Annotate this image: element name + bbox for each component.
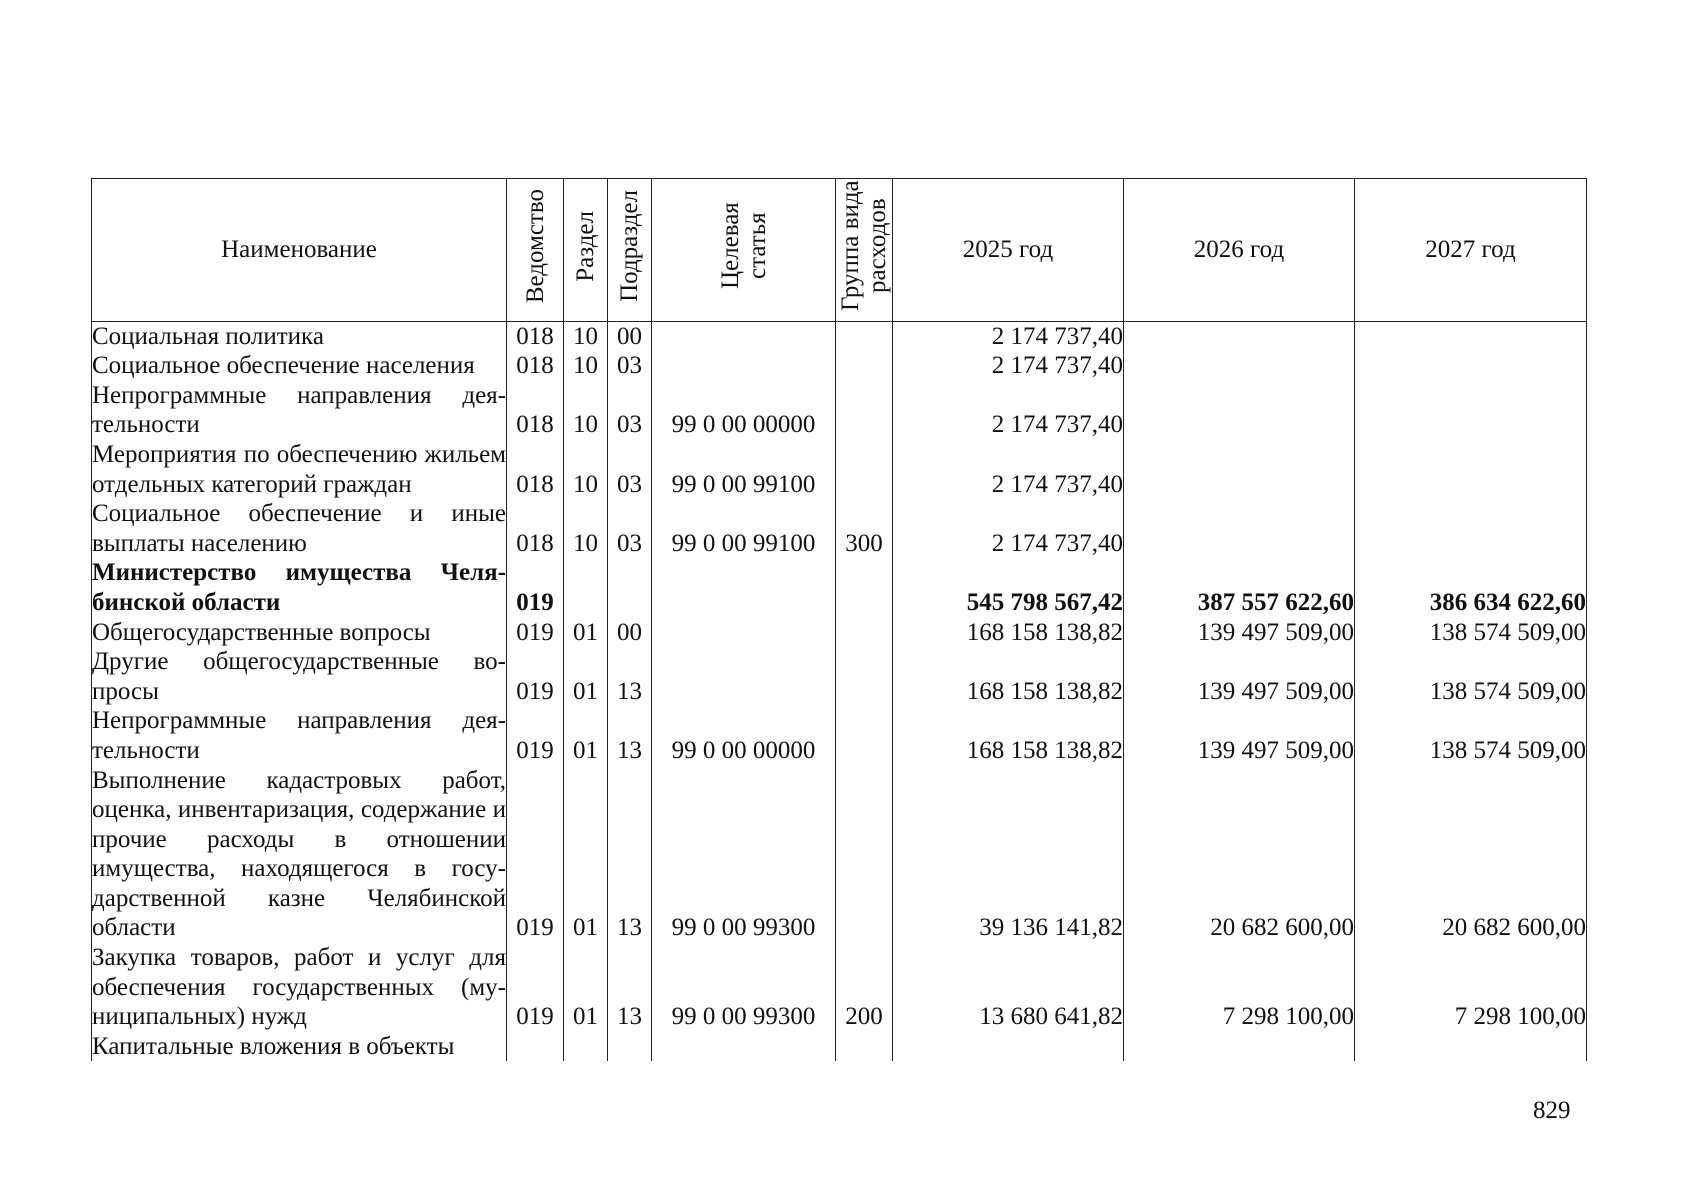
row-celevaya-statya — [652, 558, 836, 617]
table-row — [92, 558, 1587, 617]
row-amount-2025: 545 798 567,42 — [893, 558, 1124, 617]
row-amount-2025: 2 174 737,40 — [893, 351, 1124, 381]
row-amount-2025: 13 680 641,82 — [893, 943, 1124, 1032]
row-celevaya-statya: 99 0 00 99100 — [652, 440, 836, 499]
row-name: Социальное обеспечение населения — [92, 351, 507, 381]
row-vedomstvo — [507, 1032, 564, 1062]
table-row — [92, 440, 1587, 499]
table-row — [92, 647, 1587, 706]
row-gruppa-vida-rashodov: 300 — [836, 499, 893, 558]
row-podrazdel: 13 — [608, 766, 652, 944]
row-celevaya-statya: 99 0 00 99300 — [652, 766, 836, 944]
header-razdel: Раздел — [564, 179, 608, 322]
table-row — [92, 351, 1587, 381]
row-amount-2026 — [1124, 1032, 1355, 1062]
row-amount-2025: 2 174 737,40 — [893, 499, 1124, 558]
row-amount-2026: 7 298 100,00 — [1124, 943, 1355, 1032]
row-gruppa-vida-rashodov: 200 — [836, 943, 893, 1032]
row-gruppa-vida-rashodov — [836, 1032, 893, 1062]
row-podrazdel: 13 — [608, 943, 652, 1032]
row-amount-2027 — [1355, 381, 1587, 440]
page-number: 829 — [1533, 1097, 1571, 1124]
row-razdel — [564, 1032, 608, 1062]
row-amount-2026 — [1124, 321, 1355, 351]
row-gruppa-vida-rashodov — [836, 706, 893, 765]
row-razdel: 10 — [564, 499, 608, 558]
row-razdel: 01 — [564, 647, 608, 706]
row-podrazdel — [608, 558, 652, 617]
row-amount-2027: 7 298 100,00 — [1355, 943, 1587, 1032]
row-celevaya-statya: 99 0 00 00000 — [652, 381, 836, 440]
row-amount-2025 — [893, 1032, 1124, 1062]
table-row — [92, 766, 1587, 944]
row-razdel: 01 — [564, 618, 608, 648]
row-vedomstvo: 018 — [507, 499, 564, 558]
row-gruppa-vida-rashodov — [836, 647, 893, 706]
row-vedomstvo: 019 — [507, 706, 564, 765]
row-amount-2025: 2 174 737,40 — [893, 321, 1124, 351]
row-razdel: 01 — [564, 766, 608, 944]
table-row — [92, 381, 1587, 440]
row-vedomstvo: 019 — [507, 766, 564, 944]
row-amount-2025: 168 158 138,82 — [893, 618, 1124, 648]
header-year-2027: 2027 год — [1355, 179, 1587, 322]
row-gruppa-vida-rashodov — [836, 351, 893, 381]
row-amount-2026: 387 557 622,60 — [1124, 558, 1355, 617]
row-gruppa-vida-rashodov — [836, 618, 893, 648]
row-amount-2025: 2 174 737,40 — [893, 440, 1124, 499]
row-podrazdel: 13 — [608, 706, 652, 765]
row-razdel: 10 — [564, 381, 608, 440]
table-row — [92, 321, 1587, 351]
row-name: Капитальные вложения в объекты — [92, 1032, 507, 1062]
row-amount-2026 — [1124, 499, 1355, 558]
table-header-row — [92, 179, 1587, 322]
row-amount-2025: 168 158 138,82 — [893, 706, 1124, 765]
row-amount-2027 — [1355, 321, 1587, 351]
row-amount-2027 — [1355, 351, 1587, 381]
row-podrazdel: 03 — [608, 499, 652, 558]
row-amount-2027: 138 574 509,00 — [1355, 647, 1587, 706]
row-amount-2026 — [1124, 381, 1355, 440]
table-row — [92, 499, 1587, 558]
row-gruppa-vida-rashodov — [836, 440, 893, 499]
row-celevaya-statya — [652, 618, 836, 648]
row-amount-2027 — [1355, 499, 1587, 558]
row-celevaya-statya — [652, 321, 836, 351]
row-name: Министерство имущества Челябинской области — [92, 559, 506, 616]
row-amount-2026 — [1124, 440, 1355, 499]
row-gruppa-vida-rashodov — [836, 381, 893, 440]
row-razdel: 10 — [564, 351, 608, 381]
header-name: Наименование — [92, 179, 507, 322]
row-celevaya-statya — [652, 647, 836, 706]
row-razdel: 10 — [564, 321, 608, 351]
row-podrazdel: 03 — [608, 440, 652, 499]
header-podrazdel: Подраздел — [608, 179, 652, 322]
table-row — [92, 943, 1587, 1032]
row-razdel: 01 — [564, 943, 608, 1032]
row-name: Социальная политика — [92, 321, 507, 351]
row-celevaya-statya — [652, 351, 836, 381]
row-celevaya-statya: 99 0 00 00000 — [652, 706, 836, 765]
table-row — [92, 618, 1587, 648]
row-podrazdel: 03 — [608, 351, 652, 381]
header-celevaya-statya: Целевая статья — [652, 179, 836, 322]
row-amount-2027: 138 574 509,00 — [1355, 706, 1587, 765]
table-body — [92, 321, 1587, 1061]
row-name: Социальное обеспечение и иные выплаты населению — [92, 500, 506, 557]
row-vedomstvo: 019 — [507, 943, 564, 1032]
row-vedomstvo: 018 — [507, 321, 564, 351]
row-amount-2026: 139 497 509,00 — [1124, 647, 1355, 706]
row-amount-2027: 138 574 509,00 — [1355, 618, 1587, 648]
row-gruppa-vida-rashodov — [836, 766, 893, 944]
header-vedomstvo: Ведомство — [507, 179, 564, 322]
budget-table — [91, 178, 1587, 1061]
row-vedomstvo: 019 — [507, 558, 564, 617]
header-gruppa-vida-rashodov: Группа вида расходов — [836, 179, 893, 322]
row-amount-2025: 39 136 141,82 — [893, 766, 1124, 944]
table-row — [92, 1032, 1587, 1062]
row-vedomstvo: 018 — [507, 351, 564, 381]
row-celevaya-statya — [652, 1032, 836, 1062]
header-year-2026: 2026 год — [1124, 179, 1355, 322]
row-razdel: 10 — [564, 440, 608, 499]
row-vedomstvo: 019 — [507, 618, 564, 648]
row-razdel — [564, 558, 608, 617]
row-name: Непрограммные направления деятельности — [92, 707, 506, 764]
row-amount-2027 — [1355, 440, 1587, 499]
row-amount-2025: 168 158 138,82 — [893, 647, 1124, 706]
row-name: Другие общегосударственные вопросы — [92, 648, 506, 705]
row-name: Закупка товаров, работ и услуг для обеспечения государственных (муниципальных) нужд — [92, 944, 506, 1031]
row-gruppa-vida-rashodov — [836, 321, 893, 351]
row-name: Непрограммные направления деятельности — [92, 381, 506, 439]
row-gruppa-vida-rashodov — [836, 558, 893, 617]
row-celevaya-statya: 99 0 00 99300 — [652, 943, 836, 1032]
row-podrazdel: 13 — [608, 647, 652, 706]
row-amount-2025: 2 174 737,40 — [893, 381, 1124, 440]
row-amount-2026: 20 682 600,00 — [1124, 766, 1355, 944]
header-year-2025: 2025 год — [893, 179, 1124, 322]
row-vedomstvo: 018 — [507, 440, 564, 499]
row-name: Общегосударственные вопросы — [92, 618, 507, 648]
row-celevaya-statya: 99 0 00 99100 — [652, 499, 836, 558]
table-row — [92, 706, 1587, 765]
row-podrazdel — [608, 1032, 652, 1062]
row-amount-2027: 20 682 600,00 — [1355, 766, 1587, 944]
row-amount-2027: 386 634 622,60 — [1355, 558, 1587, 617]
row-amount-2026 — [1124, 351, 1355, 381]
row-vedomstvo: 018 — [507, 381, 564, 440]
row-vedomstvo: 019 — [507, 647, 564, 706]
row-podrazdel: 03 — [608, 381, 652, 440]
row-amount-2027 — [1355, 1032, 1587, 1062]
row-amount-2026: 139 497 509,00 — [1124, 618, 1355, 648]
row-name: Выполнение кадастровых работ, оценка, инвентаризация, содержание и прочие расходы в отношении имущества, находящегося в государственной казне Челябинской области — [92, 766, 506, 942]
row-podrazdel: 00 — [608, 321, 652, 351]
row-razdel: 01 — [564, 706, 608, 765]
row-name: Мероприятия по обеспечению жильем отдельных категорий граждан — [92, 440, 506, 498]
row-podrazdel: 00 — [608, 618, 652, 648]
row-amount-2026: 139 497 509,00 — [1124, 706, 1355, 765]
